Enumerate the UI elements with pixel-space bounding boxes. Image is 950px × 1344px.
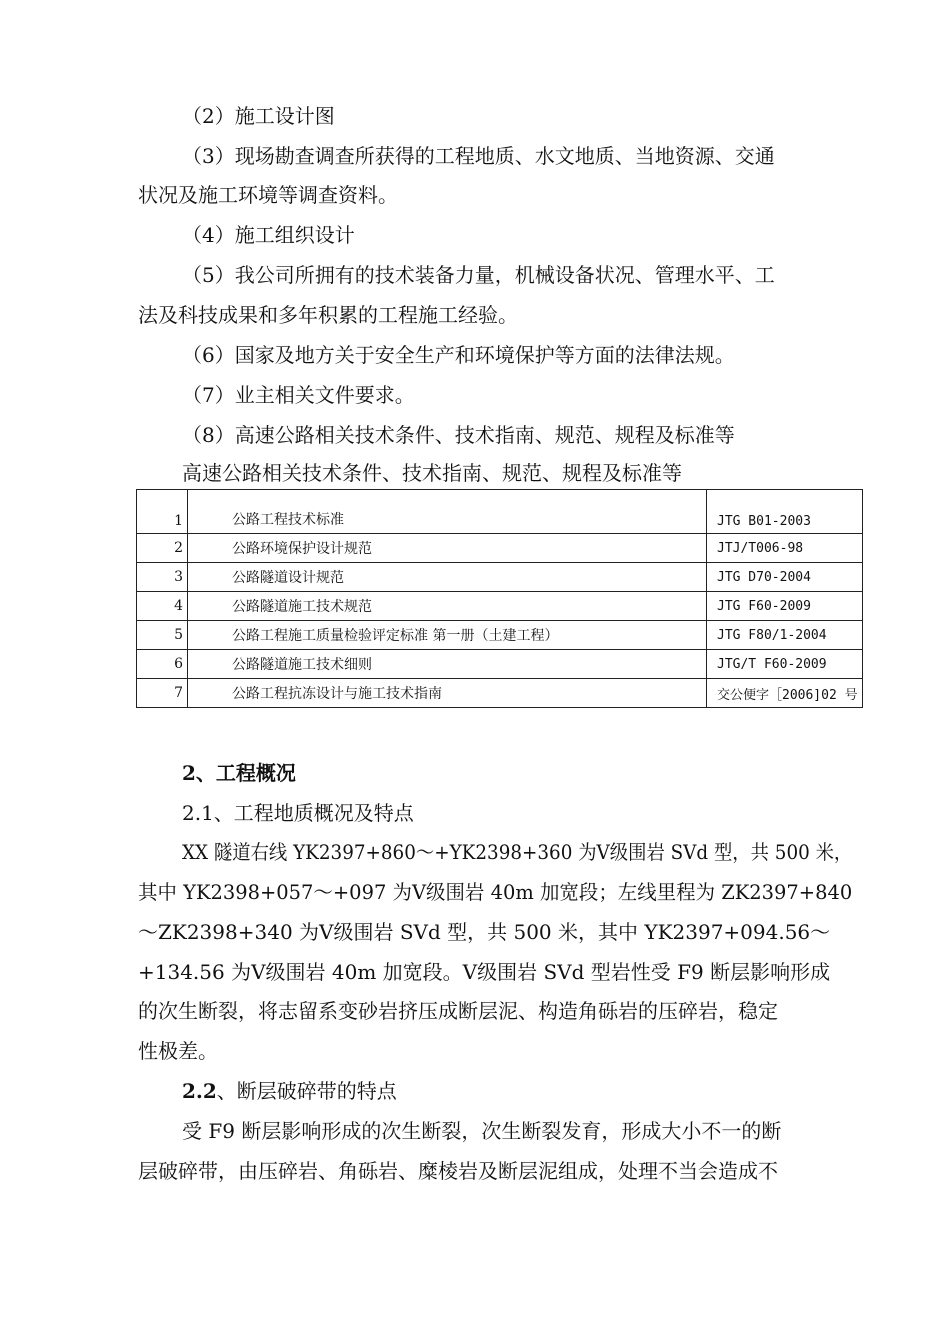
subsection-heading: 2.1、工程地质概况及特点 bbox=[182, 801, 414, 825]
standard-code: JTJ/T006-98 bbox=[707, 534, 863, 563]
table-row bbox=[137, 534, 863, 563]
standard-name: 公路工程抗冻设计与施工技术指南 bbox=[188, 679, 707, 708]
basis-item-3: （3）现场勘查调查所获得的工程地质、水文地质、当地资源、交通 bbox=[182, 144, 775, 168]
paragraph-line: ～ZK2398+340 为Ⅴ级围岩 SVd 型，共 500 米，其中 YK2397+094.56～ bbox=[138, 920, 831, 944]
standard-code: JTG F80/1-2004 bbox=[707, 621, 863, 650]
paragraph-line: 性极差。 bbox=[138, 1039, 218, 1063]
standard-code: JTG B01-2003 bbox=[707, 490, 863, 534]
paragraph-line: XX 隧道右线 YK2397+860～+YK2398+360 为Ⅴ级围岩 SVd 型，共 500 米， bbox=[182, 840, 853, 864]
subsection-heading bbox=[182, 1077, 397, 1105]
standard-code: JTG F60-2009 bbox=[707, 592, 863, 621]
table-row bbox=[137, 650, 863, 679]
standard-name: 公路工程施工质量检验评定标准 第一册（土建工程） bbox=[188, 621, 707, 650]
table-row bbox=[137, 563, 863, 592]
paragraph-line: +134.56 为Ⅴ级围岩 40m 加宽段。Ⅴ级围岩 SVd 型岩性受 F9 断层影响形成 bbox=[138, 960, 831, 984]
row-number: 2 bbox=[137, 534, 188, 563]
standard-name: 公路隧道施工技术规范 bbox=[188, 592, 707, 621]
table-caption: 高速公路相关技术条件、技术指南、规范、规程及标准等 bbox=[182, 461, 682, 485]
basis-item-8: （8）高速公路相关技术条件、技术指南、规范、规程及标准等 bbox=[182, 423, 735, 447]
row-number: 7 bbox=[137, 679, 188, 708]
paragraph-line: 层破碎带，由压碎岩、角砾岩、糜棱岩及断层泥组成，处理不当会造成不 bbox=[138, 1159, 778, 1183]
standard-name: 公路隧道施工技术细则 bbox=[188, 650, 707, 679]
table-row bbox=[137, 621, 863, 650]
basis-item-5: （5）我公司所拥有的技术装备力量，机械设备状况、管理水平、工 bbox=[182, 263, 775, 287]
subsection-number: 2.2 bbox=[182, 1079, 217, 1103]
basis-item-3-cont: 状况及施工环境等调查资料。 bbox=[138, 183, 398, 207]
subsection-title: 、断层破碎带的特点 bbox=[216, 1079, 397, 1103]
standard-name: 公路隧道设计规范 bbox=[188, 563, 707, 592]
basis-item-6: （6）国家及地方关于安全生产和环境保护等方面的法律法规。 bbox=[182, 343, 735, 367]
basis-item-5-cont: 法及科技成果和多年积累的工程施工经验。 bbox=[138, 303, 518, 327]
section-heading: 2、工程概况 bbox=[182, 761, 296, 785]
row-number: 3 bbox=[137, 563, 188, 592]
table-row bbox=[137, 592, 863, 621]
row-number: 5 bbox=[137, 621, 188, 650]
basis-item-4: （4）施工组织设计 bbox=[182, 223, 355, 247]
paragraph-line: 其中 YK2398+057～+097 为Ⅴ级围岩 40m 加宽段；左线里程为 ZK2397+840 bbox=[138, 880, 853, 904]
standard-code: 交公便字［2006]02 号 bbox=[707, 679, 863, 708]
row-number: 6 bbox=[137, 650, 188, 679]
standard-name: 公路环境保护设计规范 bbox=[188, 534, 707, 563]
standard-name: 公路工程技术标准 bbox=[188, 490, 707, 534]
paragraph-line: 的次生断裂，将志留系变砂岩挤压成断层泥、构造角砾岩的压碎岩，稳定 bbox=[138, 999, 778, 1023]
row-number: 4 bbox=[137, 592, 188, 621]
basis-item-2: （2）施工设计图 bbox=[182, 104, 335, 128]
standard-code: JTG/T F60-2009 bbox=[707, 650, 863, 679]
standards-table bbox=[136, 489, 863, 708]
row-number: 1 bbox=[137, 490, 188, 534]
paragraph-line: 受 F9 断层影响形成的次生断裂，次生断裂发育，形成大小不一的断 bbox=[182, 1119, 782, 1143]
table-row bbox=[137, 679, 863, 708]
basis-item-7: （7）业主相关文件要求。 bbox=[182, 383, 415, 407]
standard-code: JTG D70-2004 bbox=[707, 563, 863, 592]
table-row bbox=[137, 490, 863, 534]
